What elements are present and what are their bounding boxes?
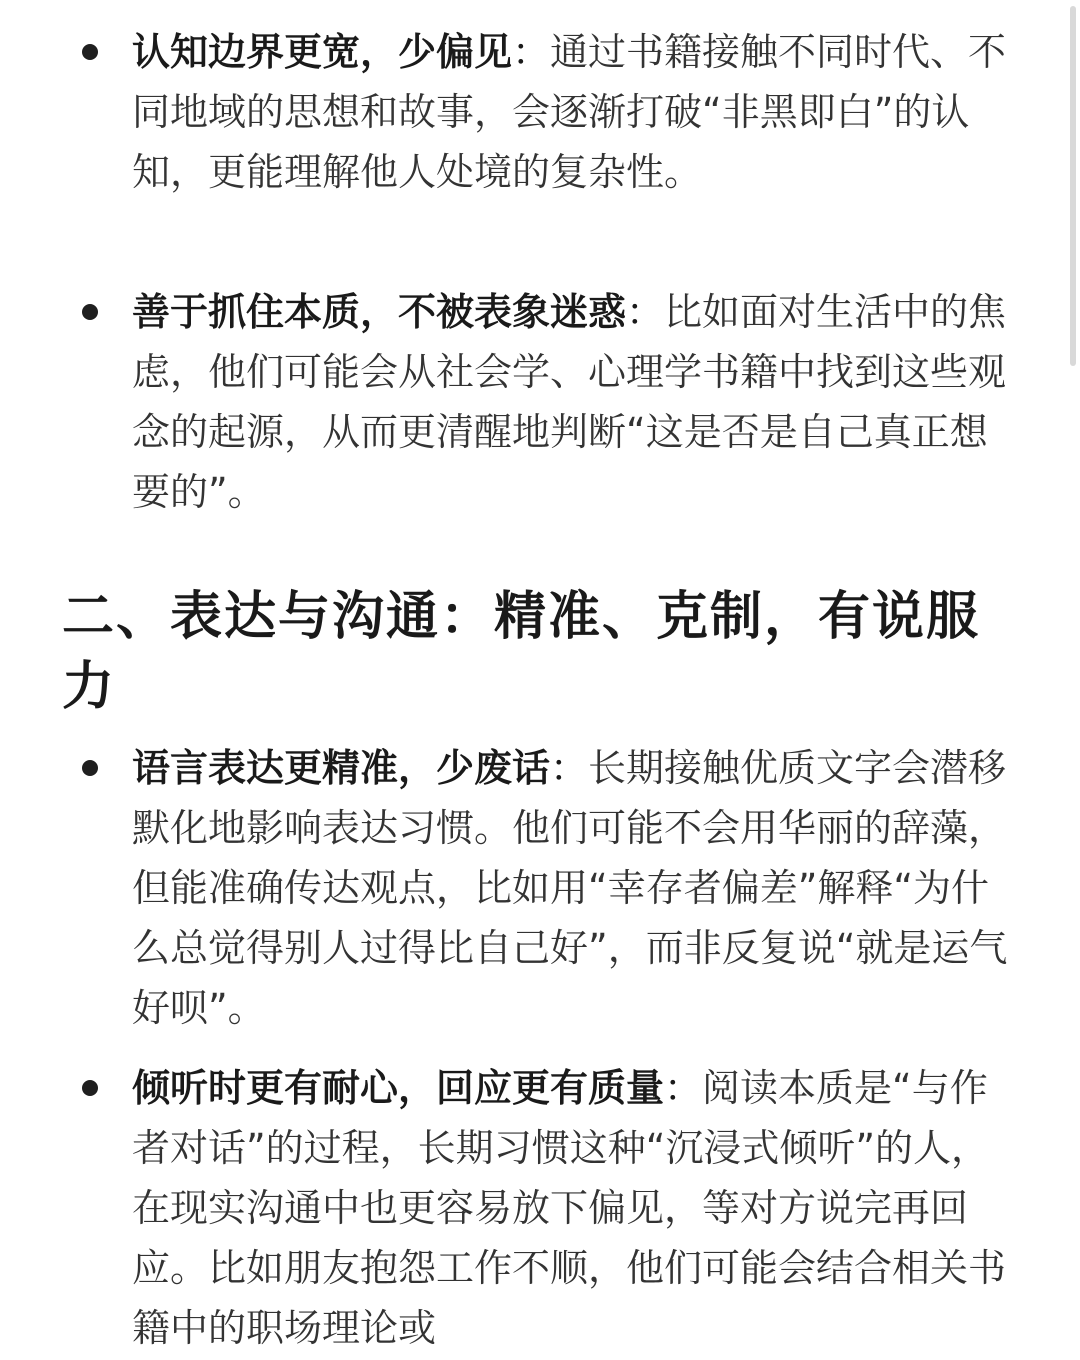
list-item-text: 长期接触优质文字会潜移默化地影响表达习惯。他们可能不会用华丽的辞藻，但能准确传达观点，比如用“幸存者偏差”解释“为什么总觉得别人过得比自己好”，而非反复说“就是运气好呗”。 (132, 746, 1008, 1030)
bullet-icon (82, 1080, 98, 1096)
bullet-icon (82, 44, 98, 60)
list-item-title: 善于抓住本质，不被表象迷惑 (132, 290, 627, 334)
list-item-colon: ： (512, 30, 551, 74)
list-item (132, 738, 1012, 1038)
section-heading: 二、表达与沟通：精准、克制，有说服力 (62, 587, 981, 717)
list-item (132, 22, 1012, 202)
list-item-colon: ： (550, 746, 589, 790)
list-item-title: 倾听时更有耐心，回应更有质量 (132, 1066, 665, 1110)
bullet-icon (82, 760, 98, 776)
list-item-title: 认知边界更宽，少偏见 (132, 30, 513, 74)
list-item-text: 通过书籍接触不同时代、不同地域的思想和故事，会逐渐打破“非黑即白”的认知，更能理解他人处境的复杂性。 (132, 30, 1007, 194)
list-item-colon: ： (626, 290, 665, 334)
scrollbar-thumb[interactable] (1070, 6, 1076, 366)
bullet-icon (82, 304, 98, 320)
list-item (132, 1058, 1012, 1358)
list-item-text: 比如面对生活中的焦虑，他们可能会从社会学、心理学书籍中找到这些观念的起源，从而更清醒地判断“这是否是自己真正想要的”。 (132, 290, 1007, 514)
list-item (132, 282, 1012, 522)
list-item-title: 语言表达更精准，少废话 (132, 746, 551, 790)
list-item-text: 阅读本质是“与作者对话”的过程，长期习惯这种“沉浸式倾听”的人，在现实沟通中也更容易放下偏见，等对方说完再回应。比如朋友抱怨工作不顺，他们可能会结合相关书籍中的职场理论或 (132, 1066, 1007, 1350)
list-item-colon: ： (664, 1066, 703, 1110)
